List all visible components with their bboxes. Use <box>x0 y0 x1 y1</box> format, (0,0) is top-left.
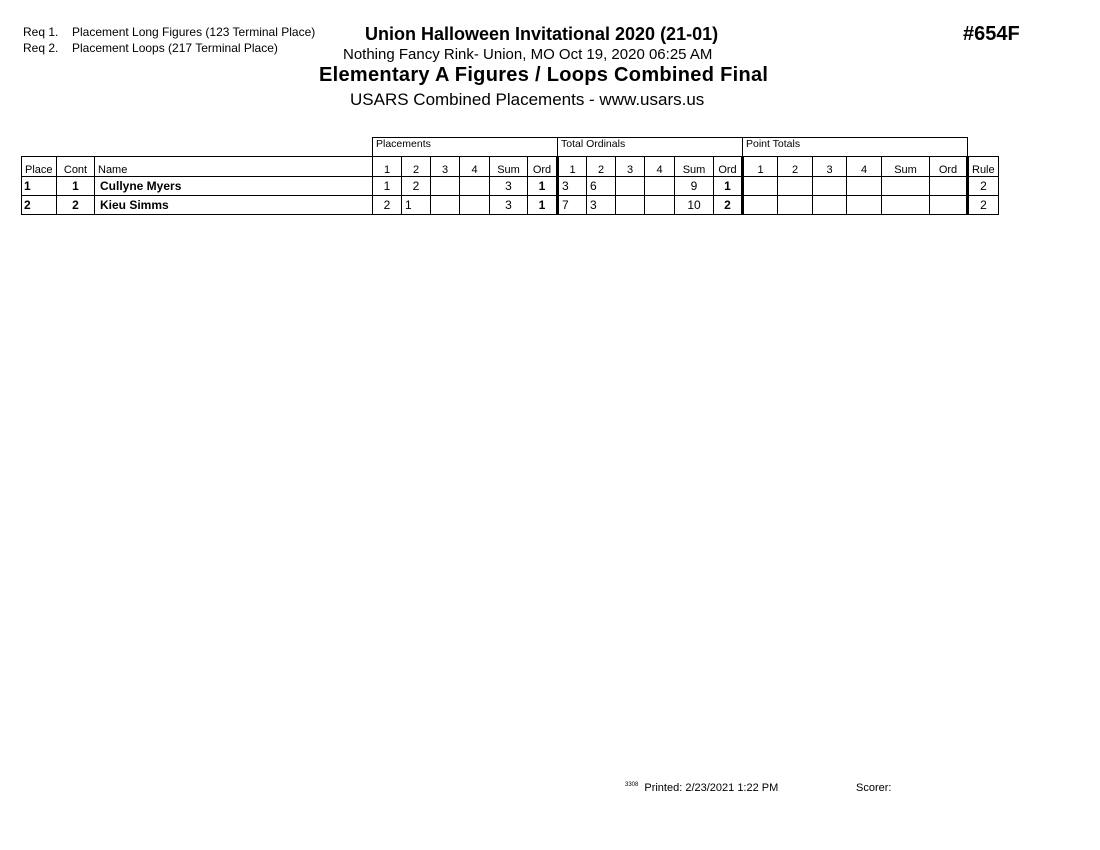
placement-cell <box>431 177 460 196</box>
placement-cell: 2 <box>373 196 402 215</box>
col-tot-4: 4 <box>645 157 675 177</box>
printed-timestamp: Printed: 2/23/2021 1:22 PM <box>644 782 779 794</box>
ordinal-cell: 6 <box>587 177 616 196</box>
col-place: Place <box>22 157 57 177</box>
col-pts-3: 3 <box>813 157 847 177</box>
points-sum-cell <box>882 196 930 215</box>
col-tot-3: 3 <box>616 157 645 177</box>
place-cell: 1 <box>22 177 57 196</box>
scorer-label: Scorer: <box>856 782 892 794</box>
printed-footer <box>625 782 778 794</box>
col-tot-sum: Sum <box>675 157 714 177</box>
group-total-ordinals: Total Ordinals <box>558 138 743 157</box>
rule-cell: 2 <box>968 196 999 215</box>
venue-line: Nothing Fancy Rink- Union, MO Oct 19, 2020 06:25 AM <box>343 46 713 63</box>
col-tot-ord: Ord <box>714 157 743 177</box>
points-cell <box>778 196 813 215</box>
method-line: USARS Combined Placements - www.usars.us <box>350 90 705 109</box>
col-pts-ord: Ord <box>930 157 968 177</box>
requirement-number: Req 1. <box>23 25 59 39</box>
col-tot-2: 2 <box>587 157 616 177</box>
place-cell: 2 <box>22 196 57 215</box>
competition-title: Elementary A Figures / Loops Combined Final <box>319 64 769 86</box>
placement-sum-cell: 3 <box>490 177 528 196</box>
placement-cell: 1 <box>373 177 402 196</box>
placement-cell <box>460 177 490 196</box>
requirement-text: Placement Long Figures (123 Terminal Place) <box>72 25 316 39</box>
ordinal-sum-cell: 10 <box>675 196 714 215</box>
placement-ord-cell: 1 <box>528 177 558 196</box>
ordinal-cell <box>616 196 645 215</box>
ordinal-sum-cell: 9 <box>675 177 714 196</box>
column-header-row <box>22 157 999 177</box>
points-cell <box>778 177 813 196</box>
table-row <box>22 177 999 196</box>
col-pts-4: 4 <box>847 157 882 177</box>
points-cell <box>743 177 778 196</box>
col-plc-ord: Ord <box>528 157 558 177</box>
placement-sum-cell: 3 <box>490 196 528 215</box>
ordinal-cell <box>645 177 675 196</box>
requirement-text: Placement Loops (217 Terminal Place) <box>72 41 278 55</box>
col-pts-1: 1 <box>743 157 778 177</box>
placement-ord-cell: 1 <box>528 196 558 215</box>
col-plc-3: 3 <box>431 157 460 177</box>
placement-cell <box>431 196 460 215</box>
rule-cell: 2 <box>968 177 999 196</box>
ordinal-ord-cell: 1 <box>714 177 743 196</box>
group-placements: Placements <box>373 138 558 157</box>
col-pts-2: 2 <box>778 157 813 177</box>
col-plc-1: 1 <box>373 157 402 177</box>
ordinal-cell: 7 <box>558 196 587 215</box>
event-number: #654F <box>963 23 1020 45</box>
cont-cell: 2 <box>57 196 95 215</box>
requirement-1 <box>23 25 315 39</box>
points-cell <box>813 196 847 215</box>
event-title: Union Halloween Invitational 2020 (21-01) <box>365 24 719 44</box>
placement-cell: 1 <box>402 196 431 215</box>
ordinal-ord-cell: 2 <box>714 196 743 215</box>
table-row <box>22 196 999 215</box>
ordinal-cell: 3 <box>558 177 587 196</box>
placement-cell <box>460 196 490 215</box>
points-ord-cell <box>930 196 968 215</box>
cont-cell: 1 <box>57 177 95 196</box>
skater-name-cell: Kieu Simms <box>95 196 373 215</box>
report-code: 3308 <box>625 782 639 789</box>
ordinal-cell: 3 <box>587 196 616 215</box>
points-cell <box>813 177 847 196</box>
group-point-totals: Point Totals <box>743 138 968 157</box>
col-pts-sum: Sum <box>882 157 930 177</box>
points-cell <box>847 177 882 196</box>
points-ord-cell <box>930 177 968 196</box>
col-cont: Cont <box>57 157 95 177</box>
points-cell <box>847 196 882 215</box>
ordinal-cell <box>616 177 645 196</box>
placement-cell: 2 <box>402 177 431 196</box>
points-cell <box>743 196 778 215</box>
results-table <box>21 137 999 215</box>
requirement-number: Req 2. <box>23 41 59 55</box>
points-sum-cell <box>882 177 930 196</box>
col-plc-2: 2 <box>402 157 431 177</box>
col-rule: Rule <box>968 157 999 177</box>
col-name: Name <box>95 157 373 177</box>
col-plc-sum: Sum <box>490 157 528 177</box>
col-tot-1: 1 <box>558 157 587 177</box>
requirement-2 <box>23 41 278 55</box>
col-plc-4: 4 <box>460 157 490 177</box>
skater-name-cell: Cullyne Myers <box>95 177 373 196</box>
ordinal-cell <box>645 196 675 215</box>
group-header-row <box>22 138 999 157</box>
